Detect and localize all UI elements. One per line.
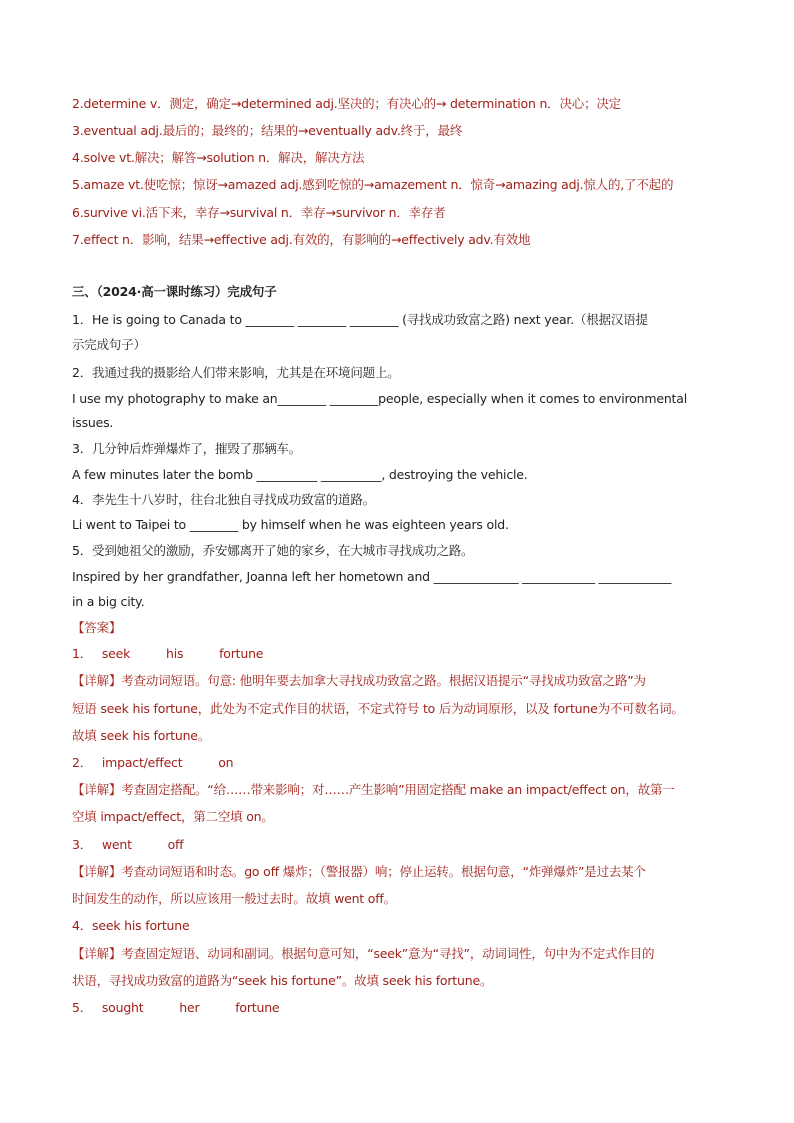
detail-2-line-1: 【详解】考查固定搭配。“给……带来影响；对……产生影响”用固定搭配 make an impact/effect on，故第一 — [72, 782, 675, 797]
question-2-english-line-2: issues. — [72, 415, 114, 430]
section-title: 三、（2024·高一课时练习）完成句子 — [72, 284, 277, 299]
answer-2-word-2: on — [218, 755, 234, 770]
answer-5-word-1: sought — [101, 1000, 144, 1015]
detail-2-line-2: 空填 impact/effect，第二空填 on。 — [72, 809, 274, 824]
question-5-english-line-2: in a big city. — [72, 594, 145, 609]
answer-2-word-1: impact/effect — [101, 755, 183, 770]
question-1-line-2: 示完成句子） — [72, 337, 146, 352]
answer-1 — [72, 645, 722, 663]
answer-1-word-2: his — [165, 646, 184, 661]
question-5-english-line-1: Inspired by her grandfather, Joanna left her hometown and ______________ ____________ ____________ — [72, 569, 672, 584]
answer-5-word-3: fortune — [235, 1000, 280, 1015]
question-2-english-line-1: I use my photography to make an________ ________people, especially when it comes to environmental — [72, 391, 687, 406]
answer-2 — [72, 754, 722, 772]
question-1-line-1: 1．He is going to Canada to ________ ________ ________ (寻找成功致富之路) next year.（根据汉语提 — [72, 312, 648, 327]
answer-1-word-1: seek — [101, 646, 131, 661]
answer-2-number: 2． — [72, 755, 93, 770]
answer-5 — [72, 999, 722, 1017]
question-3-english: A few minutes later the bomb __________ __________, destroying the vehicle. — [72, 467, 528, 482]
vocab-item-3: 3.eventual adj.最后的；最终的；结果的→eventually adv.终于，最终 — [72, 123, 463, 138]
answer-5-number: 5． — [72, 1000, 93, 1015]
question-4-chinese: 4．李先生十八岁时，往台北独自寻找成功致富的道路。 — [72, 492, 375, 507]
question-2-chinese: 2．我通过我的摄影给人们带来影响，尤其是在环境问题上。 — [72, 365, 400, 380]
vocab-item-2: 2.determine v．测定，确定→determined adj.坚决的；有决心的→ determination n．决心；决定 — [72, 96, 621, 111]
detail-1-line-2: 短语 seek his fortune，此处为不定式作目的状语，不定式符号 to 后为动词原形，以及 fortune为不可数名词。 — [72, 701, 684, 716]
vocab-item-6: 6.survive vi.活下来，幸存→survival n．幸存→survivor n．幸存者 — [72, 205, 446, 220]
vocab-item-7: 7.effect n．影响，结果→effective adj.有效的，有影响的→effectively adv.有效地 — [72, 232, 531, 247]
answer-3-number: 3． — [72, 837, 93, 852]
answer-label: 【答案】 — [72, 620, 122, 635]
answer-1-word-3: fortune — [219, 646, 264, 661]
detail-4-line-1: 【详解】考查固定短语、动词和副词。根据句意可知，“seek”意为“寻找”，动词词性，句中为不定式作目的 — [72, 946, 655, 961]
detail-1-line-3: 故填 seek his fortune。 — [72, 728, 211, 743]
answer-3-word-2: off — [167, 837, 184, 852]
detail-3-line-2: 时间发生的动作，所以应该用一般过去时。故填 went off。 — [72, 891, 396, 906]
vocab-item-4: 4.solve vt.解决；解答→solution n．解决，解决方法 — [72, 150, 365, 165]
answer-1-number: 1． — [72, 646, 93, 661]
vocab-item-5: 5.amaze vt.使吃惊；惊讶→amazed adj.感到吃惊的→amazement n．惊奇→amazing adj.惊人的,了不起的 — [72, 177, 674, 192]
answer-3 — [72, 836, 722, 854]
detail-1-line-1: 【详解】考查动词短语。句意: 他明年要去加拿大寻找成功致富之路。根据汉语提示“寻找成功致富之路”为 — [72, 673, 646, 688]
answer-5-word-2: her — [179, 1000, 200, 1015]
answer-3-word-1: went — [101, 837, 132, 852]
question-4-english: Li went to Taipei to ________ by himself when he was eighteen years old. — [72, 517, 509, 532]
question-3-chinese: 3．几分钟后炸弹爆炸了，摧毁了那辆车。 — [72, 441, 302, 456]
detail-4-line-2: 状语，寻找成功致富的道路为“seek his fortune”。故填 seek his fortune。 — [72, 973, 493, 988]
question-5-chinese: 5．受到她祖父的激励，乔安娜离开了她的家乡，在大城市寻找成功之路。 — [72, 543, 474, 558]
answer-4: 4．seek his fortune — [72, 918, 190, 933]
detail-3-line-1: 【详解】考查动词短语和时态。go off 爆炸；（警报器）响；停止运转。根据句意，“炸弹爆炸”是过去某个 — [72, 864, 646, 879]
